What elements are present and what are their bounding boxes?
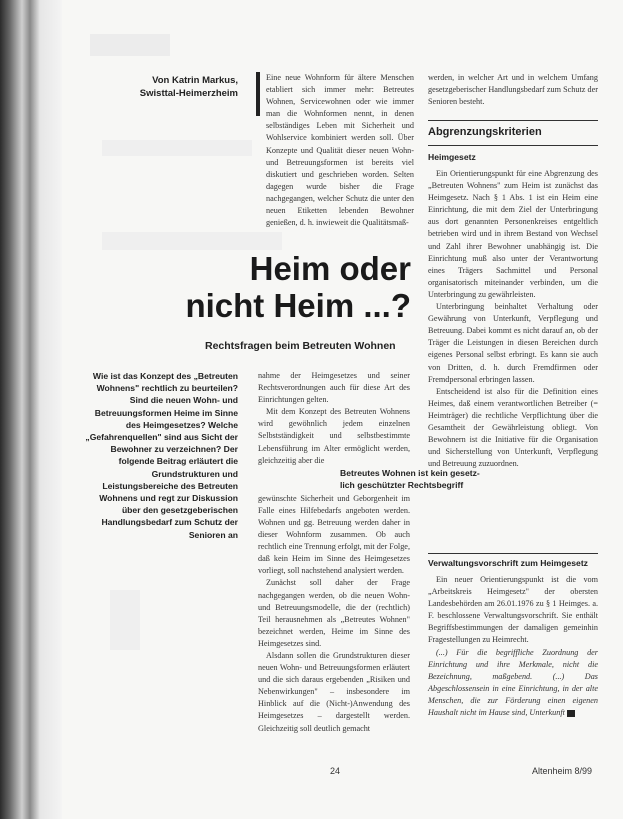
section-divider: [428, 120, 598, 121]
body-paragraph: Alsdann sollen die Grundstrukturen dieser neuen Wohn- und Betreuungsformen erläutert und die sich daraus ergebenden „Risiken und Nebenwirkungen" – insbesondere im Hinblick auf die (Nicht-)Anwendung des Heimgesetzes – dargestellt werden. Gleichzeitig soll deutlich gemacht: [258, 650, 410, 733]
scan-spine-shadow: [0, 0, 62, 819]
showthrough-block: [102, 232, 282, 250]
body-paragraph: Mit dem Konzept des Betreuten Wohnens wird gewöhnlich jedem einzelnen Selbstständigkeit und selbstbestimmte Lebensführung im Alter ermöglicht werden, gleichzeitig aber die: [258, 407, 410, 465]
body-paragraph: Unterbringung beinhaltet Verhaltung oder Gewährung von Unterkunft, Verpflegung und Betreuung. Dabei kommt es nicht darauf an, ob der Träger die Leistungen in diesen Bereichen durch eigenes Personal selbst erbringt. Es kann sie auch von Dritten, d. h. durch Fremdfirmen oder Fremdpersonal erbringen lassen.: [428, 302, 598, 384]
quote-text: (...) Für die begriffliche Zuordnung der Einrichtung und ihre Merkmale, nicht die Bezeichnung, maßgebend. (...) Das Abgeschlossensein in eine Einrichtung, in der alte Menschen, die zur Förderung einen eigenen Haushalt nicht im Hause sind, Unterkunft: [428, 647, 598, 718]
body-paragraph: Entscheidend ist also für die Definition eines Heimes, daß einem verantwortlichen Betreiber (= Heimträger) die rechtliche Verpflichtung über die Gesamtheit der Gewährleistung obliegt. Von Bewohnern ist die Initiative für die Organisation und Sicherstellung von Unterkunft, Verpflegung und Betreuung zuzuordnen.: [428, 386, 598, 469]
page-number: 24: [330, 766, 341, 776]
section-heading: Abgrenzungskriterien: [428, 126, 542, 138]
pull-quote: [340, 467, 502, 492]
column-2-body-lower: [428, 574, 598, 719]
title-line-2: nicht Heim ...?: [185, 287, 411, 324]
subsection-heading: Heimgesetz: [428, 152, 476, 162]
subsection-heading: Verwaltungsvorschrift zum Heimgesetz: [428, 558, 588, 568]
showthrough-block: [110, 590, 140, 650]
quoted-passage: [428, 647, 598, 720]
journal-issue: Altenheim 8/99: [532, 766, 593, 776]
body-paragraph: Ein Orientierungspunkt für eine Abgrenzung des „Betreuten Wohnens" zum Heim ist zunächst das Heimgesetz. Nach § 1 Abs. 1 ist ein Heim eine Einrichtung, die mit dem Ziel der Unterbringung aus dort genannten Personenkreises entgeltlich betrieben wird und in ihrem Bestand von Wechsel und Zahl ihrer Bewohner unabhängig ist. Die Einrichtung muß also unter der Verantwortung eines Trägers Sachmittel und Personal organisatorisch miteinander verbinden, um die Unterbringung zu gewährleisten.: [428, 169, 598, 299]
column-2: [428, 72, 598, 108]
author-name: Von Katrin Markus,: [152, 75, 238, 86]
article-title: [185, 250, 411, 324]
body-paragraph: Ein neuer Orientierungspunkt ist die vom „Arbeitskreis Heimgesetz" der obersten Landesbehörden am 26.01.1976 zu § 1 Heimges. a. F. beschlossene Verwaltungsvorschrift. Sie enthält Begriffsbestimmungen der damaligen gemeinhin Fragestellungen zu Heimrecht.: [428, 575, 598, 645]
column-1-top: [266, 72, 414, 229]
column-2-body: [428, 168, 598, 470]
body-paragraph: werden, in welcher Art und in welchem Umfang gesetzgeberischer Handlungsbedarf zum Schutz der Senioren besteht.: [428, 73, 598, 107]
showthrough-block: [90, 34, 170, 56]
body-paragraph: gewünschte Sicherheit und Geborgenheit im Falle eines Hilfebedarfs angeboten werden. Wohnen und gg. Betreuung werden daher in dieser Wohnform zusammen. Ob auch rechtlich eine Trennung erfolgt, mit der Folge, daß kein Heim im Sinne des Heimgesetzes vorliegt, soll nachstehend analysiert werden.: [258, 493, 410, 576]
showthrough-block: [102, 140, 252, 156]
body-paragraph: Zunächst soll daher der Frage nachgegangen werden, ob die neuen Wohn- und Betreuungsmodelle, die der (rechtlich) Teil herausnehmen als „Betreutes Wohnen" bezeichnet werden, Heime im Sinne des Heimgesetzes sind.: [258, 578, 410, 648]
column-1-body: [258, 370, 410, 735]
dropcap-bar: [256, 72, 260, 116]
end-mark-icon: [567, 710, 575, 717]
article-subtitle: Rechtsfragen beim Betreuten Wohnen: [205, 340, 396, 352]
title-line-1: Heim oder: [249, 250, 411, 287]
body-paragraph: nahme der Heimgesetzes und seiner Rechtsverordnungen auch für diese Art des Einrichtungen gelten.: [258, 371, 410, 405]
author-location: Swisttal-Heimerzheim: [139, 88, 238, 99]
section-divider: [428, 553, 598, 554]
lead-paragraph: Eine neue Wohnform für ältere Menschen etabliert sich immer mehr: Betreutes Wohnen, Servicewohnen oder wie immer man die Wohnformen nennt, in denen selbständiges Leben mit Sicherheit und Wohlservice kombiniert werden soll. Über Konzepte und Qualität dieser neuen Wohn- und Betreuungsformen ist bereits viel diskutiert und geschrieben worden. Selten dagegen wurde bisher die Frage nachgegangen, welcher Schutz die unter den neuen Etiketten lebenden Bewohner genießen, d. h. inwieweit die Qualitätsmaß-: [266, 73, 414, 228]
section-divider: [428, 145, 598, 146]
intro-teaser: Wie ist das Konzept des „Betreuten Wohnens" rechtlich zu beurteilen? Sind die neuen Wohn- und Betreuungsformen Heime im Sinne des Heimgesetzes? Welche „Gefahrenquellen" sind aus Sicht der Bewohner zu verzeichnen? Der folgende Beitrag erläutert die Grundstrukturen und Leistungsbereiche des Betreuten Wohnens und regt zur Diskussion über den gesetzgeberischen Handlungsbedarf zum Schutz der Senioren an: [85, 371, 238, 540]
pull-quote-line-2: lich geschützter Rechtsbegriff: [340, 479, 464, 490]
pull-quote-line-1: Betreutes Wohnen ist kein gesetz-: [340, 468, 480, 478]
author-byline: [120, 74, 238, 100]
